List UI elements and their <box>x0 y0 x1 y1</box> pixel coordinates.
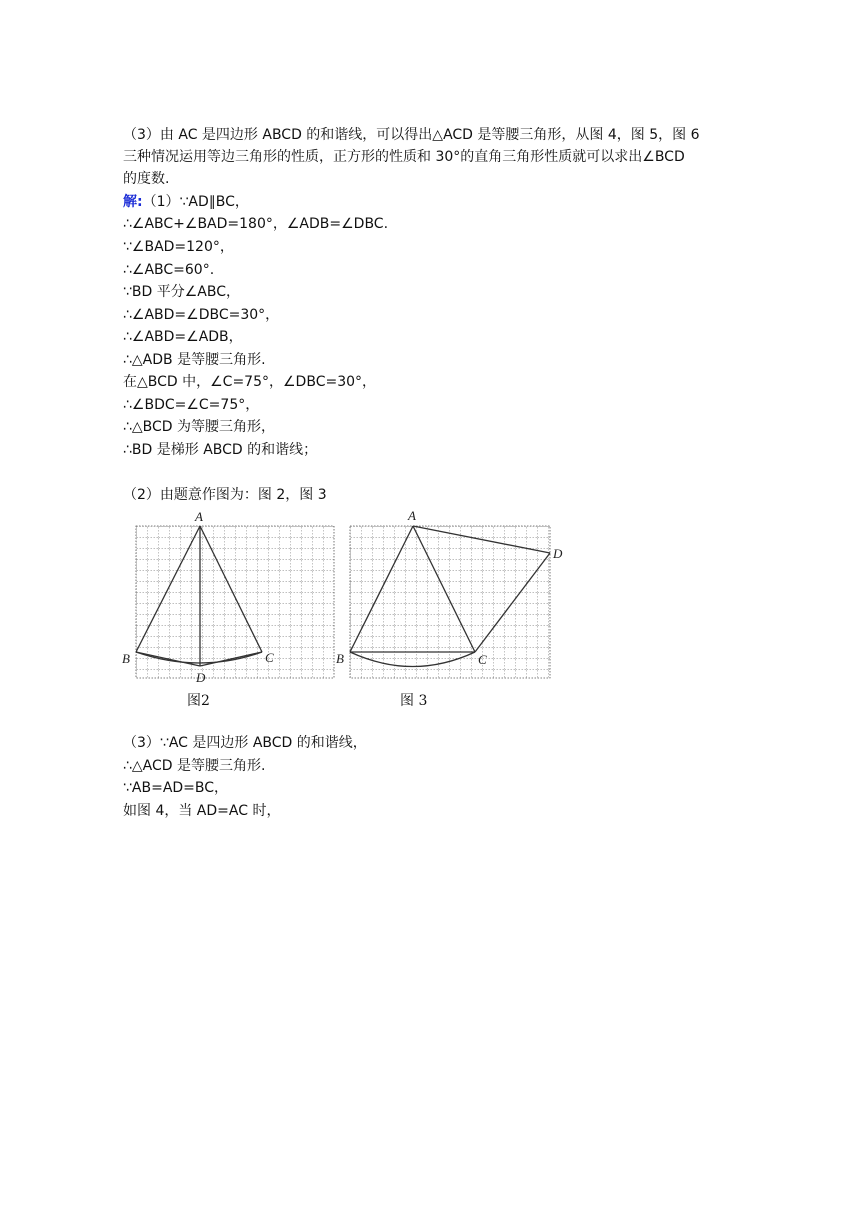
solution-part3-line: ∴△ACD 是等腰三角形. <box>123 758 266 774</box>
solution-label: 解: <box>123 194 143 210</box>
solution-part3-line: 如图 4，当 AD=AC 时， <box>123 803 281 819</box>
solution-line: ∴∠ABD=∠DBC=30°， <box>123 307 280 323</box>
analysis-line-1: （3）由 AC 是四边形 ABCD 的和谐线，可以得出△ACD 是等腰三角形，从图 4，图 5，图 6 <box>123 127 700 143</box>
solution-line: ∴△BCD 为等腰三角形， <box>123 419 276 435</box>
solution-line: ∴BD 是梯形 ABCD 的和谐线； <box>123 442 318 458</box>
vertex-label-b: B <box>336 651 344 666</box>
solution-part2: （2）由题意作图为：图 2，图 3 <box>123 487 327 503</box>
vertex-label-a: A <box>408 508 416 523</box>
solution-line: ∵∠BAD=120°， <box>123 239 234 255</box>
figure-3-diagram <box>335 506 567 686</box>
figure-2-caption: 图2 <box>187 693 210 709</box>
solution-line: ∴∠ABC+∠BAD=180°，∠ADB=∠DBC. <box>123 216 389 232</box>
vertex-label-c: C <box>478 652 487 667</box>
solution-part1-first-line <box>123 191 249 213</box>
solution-line: ∴∠ABC=60°. <box>123 262 215 278</box>
solution-line: ∴∠BDC=∠C=75°， <box>123 397 260 413</box>
solution-line: ∵BD 平分∠ABC， <box>123 284 241 300</box>
vertex-label-a: A <box>195 509 203 524</box>
solution-part3-line: ∵AB=AD=BC， <box>123 780 229 796</box>
solution-part3-line: （3）∵AC 是四边形 ABCD 的和谐线， <box>123 735 367 751</box>
solution-line: ∴∠ABD=∠ADB， <box>123 329 243 345</box>
grid-background <box>136 526 334 678</box>
analysis-line-3: 的度数. <box>123 171 170 187</box>
solution-line: ∴△ADB 是等腰三角形. <box>123 352 266 368</box>
vertex-label-d: D <box>196 670 206 685</box>
vertex-label-d: D <box>553 546 563 561</box>
figure-3-caption: 图 3 <box>400 693 428 709</box>
solution-line: 在△BCD 中，∠C=75°，∠DBC=30°， <box>123 374 377 390</box>
analysis-line-2: 三种情况运用等边三角形的性质，正方形的性质和 30°的直角三角形性质就可以求出∠BCD <box>123 149 685 165</box>
vertex-label-b: B <box>122 651 130 666</box>
solution-part1-start: （1）∵AD∥BC， <box>142 194 249 210</box>
figure-2-diagram <box>120 506 340 686</box>
vertex-label-c: C <box>265 650 274 665</box>
